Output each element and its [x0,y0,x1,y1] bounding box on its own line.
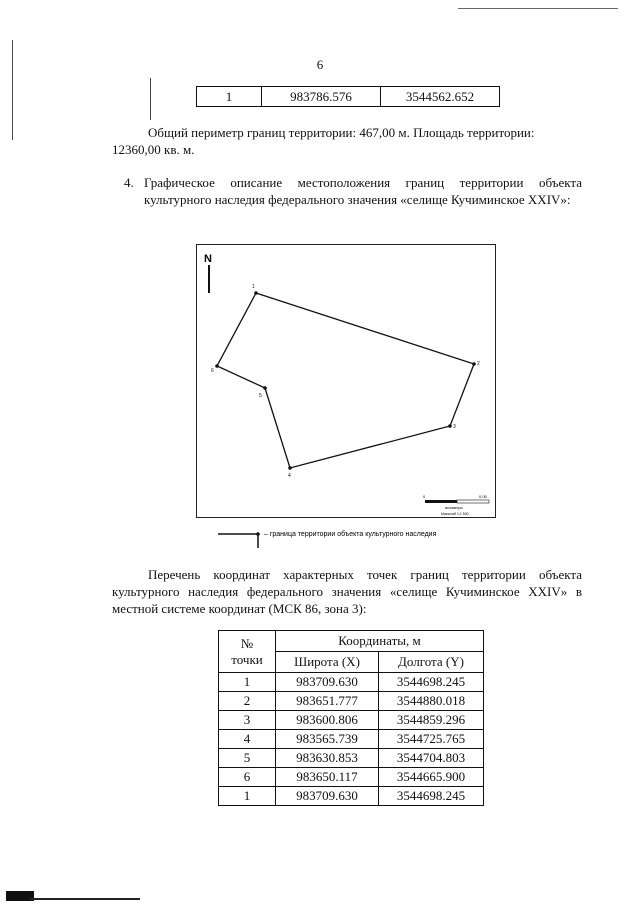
scale-ratio-label: Масштаб 1:1 500 [441,512,469,516]
vertex-label: 4 [288,473,291,479]
map-svg [197,245,495,517]
cell-x: 983630.853 [276,749,379,768]
cell-x: 983565.739 [276,730,379,749]
list-item-text: Графическое описание местоположения границ территории объекта культурного наследия федерального значения «селище Кучиминское XXIV»: [144,175,582,207]
cell-y: 3544698.245 [379,787,484,806]
map-vertex [254,291,258,295]
cell-y: 3544725.765 [379,730,484,749]
vertex-label: 3 [453,424,456,430]
table-row [197,87,500,107]
table-row [219,692,484,711]
table-row [219,787,484,806]
table-cell: 1 [197,87,262,107]
vertex-label: 2 [477,361,480,367]
cell-number: 5 [219,749,276,768]
map-vertex [448,424,452,428]
cell-x: 983650.117 [276,768,379,787]
vertex-label: 5 [259,393,262,399]
table-header-row [219,631,484,652]
map-vertex [263,386,267,390]
cell-number: 2 [219,692,276,711]
vertex-label: 1 [252,284,255,290]
scale-bar [423,494,489,516]
perimeter-text: Общий периметр границ территории: 467,00 м. Площадь территории: [148,125,535,140]
cell-y: 3544665.900 [379,768,484,787]
vertex-label: 6 [211,368,214,374]
scan-top-line [458,8,618,9]
north-label: N [204,253,212,265]
table-cell: 3544562.652 [381,87,500,107]
cell-y: 3544859.296 [379,711,484,730]
cell-y: 3544880.018 [379,692,484,711]
area-text: 12360,00 кв. м. [112,142,195,157]
map-vertex [288,466,292,470]
scan-margin-line [12,40,13,140]
table-row [219,673,484,692]
legend-svg [218,528,468,550]
scan-margin-line [150,78,151,120]
table-cell: 983786.576 [262,87,381,107]
list-item-number: 4. [124,175,134,190]
map-vertex [215,364,219,368]
cell-y: 3544698.245 [379,673,484,692]
cell-x: 983651.777 [276,692,379,711]
legend-text: – граница территории объекта культурного наследия [264,531,437,538]
scale-end-label: 0,05 [479,494,487,499]
cell-x: 983709.630 [276,673,379,692]
table-row [219,711,484,730]
table-row [219,749,484,768]
cell-x: 983600.806 [276,711,379,730]
cell-y: 3544704.803 [379,749,484,768]
coords-intro: Перечень координат характерных точек границ территории объекта культурного наследия федерального значения «селище Кучиминское XXIV» в местной системе координат (МСК 86, зона 3): [112,567,582,616]
cell-number: 6 [219,768,276,787]
coords-table [218,630,484,806]
cell-x: 983709.630 [276,787,379,806]
cell-number: 3 [219,711,276,730]
table-row [219,768,484,787]
top-coords-table [196,86,500,107]
col-header-y: Долгота (Y) [379,652,484,673]
map-legend [218,528,468,552]
map-vertex [472,362,476,366]
cell-number: 1 [219,673,276,692]
table-row [219,730,484,749]
scan-corner-line [30,898,140,900]
col-header-x: Широта (X) [276,652,379,673]
col-header-number: № точки [219,631,276,673]
cell-number: 4 [219,730,276,749]
page-number: 6 [316,57,324,72]
scale-start-label: 0 [423,494,426,499]
col-header-coordinates: Координаты, м [276,631,484,652]
boundary-polygon [217,293,474,468]
scale-unit-label: километры [445,506,463,510]
cell-number: 1 [219,787,276,806]
boundary-map [196,244,496,518]
